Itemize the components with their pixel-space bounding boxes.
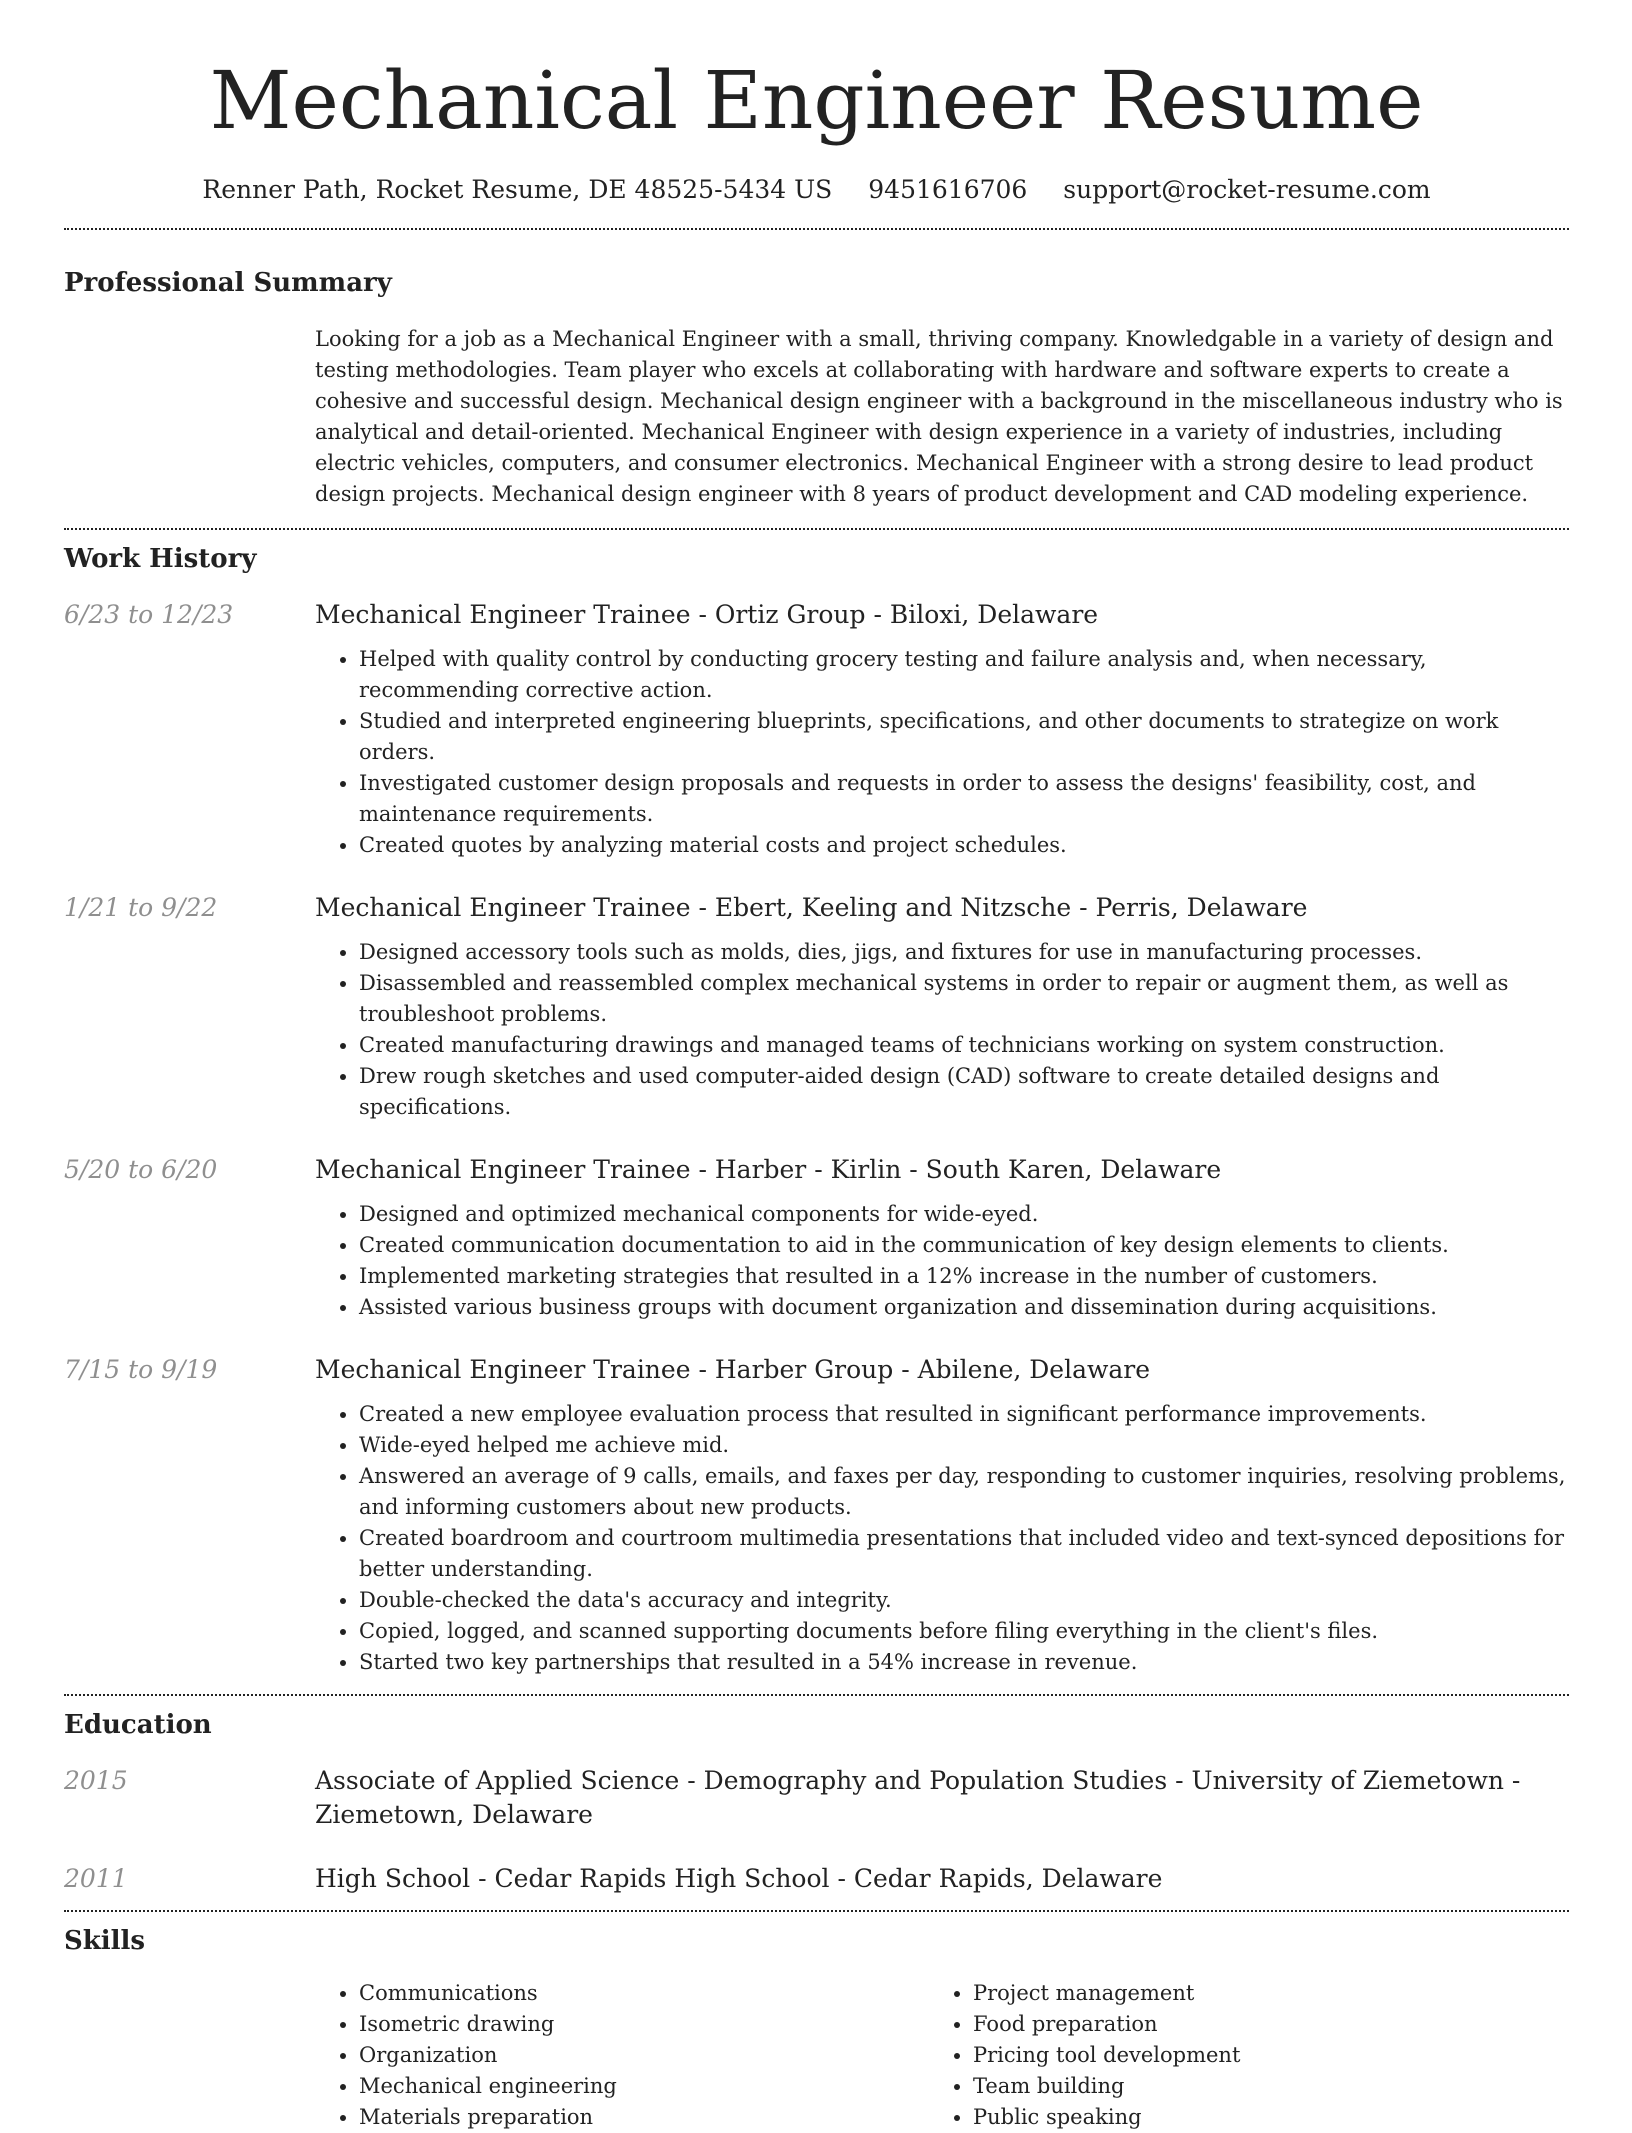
skills-column-right — [929, 1978, 1543, 2133]
job-bullets — [315, 937, 1569, 1123]
list-item: • Studied and interpreted engineering blueprints, specifications, and other documents to strategize on work orders. — [359, 706, 1569, 768]
list-item: • Copied, logged, and scanned supporting documents before filing everything in the client's files. — [359, 1616, 1569, 1647]
job-entry — [64, 598, 1569, 861]
list-item: • Project management — [973, 1978, 1543, 2009]
list-item: • Mechanical engineering — [359, 2071, 929, 2102]
education-entry — [64, 1862, 1569, 1896]
section-divider — [64, 228, 1569, 230]
skills-column-left — [315, 1978, 929, 2133]
summary-text: Looking for a job as a Mechanical Engineer with a small, thriving company. Knowledgable in a variety of design and testing methodologies. Team player who excels at collaborating with hardware and software experts to create a cohesive and successful design. Mechanical design engineer with a background in the miscellaneous industry who is analytical and detail-oriented. Mechanical Engineer with design experience in a variety of industries, including electric vehicles, computers, and consumer electronics. Mechanical Engineer with a strong desire to lead product design projects. Mechanical design engineer with 8 years of product development and CAD modeling experience. — [315, 327, 1563, 506]
job-entry — [64, 1153, 1569, 1323]
job-bullets — [315, 1399, 1569, 1678]
list-item: • Wide-eyed helped me achieve mid. — [359, 1430, 1569, 1461]
job-entry — [64, 1353, 1569, 1678]
list-item: • Disassembled and reassembled complex mechanical systems in order to repair or augment them, as well as troubleshoot problems. — [359, 968, 1569, 1030]
job-role: Mechanical Engineer Trainee — [315, 600, 691, 629]
contact-email: support@rocket-resume.com — [1063, 175, 1431, 204]
contact-info — [64, 172, 1569, 208]
list-item: • Designed and optimized mechanical components for wide-eyed. — [359, 1199, 1569, 1230]
job-bullets — [315, 644, 1569, 861]
section-divider — [64, 1694, 1569, 1696]
skills-list — [315, 1978, 1569, 2133]
job-details: - Harber Group - Abilene, Delaware — [690, 1355, 1151, 1384]
list-item: • Isometric drawing — [359, 2009, 929, 2040]
list-item: • Designed accessory tools such as molds, dies, jigs, and fixtures for use in manufacturing processes. — [359, 937, 1569, 968]
job-heading — [315, 1353, 1569, 1387]
job-heading — [315, 1153, 1569, 1187]
work-history-section — [64, 542, 1569, 1678]
education-degree: High School — [315, 1864, 471, 1893]
education-section — [64, 1708, 1569, 1896]
resume-title: Mechanical Engineer Resume — [209, 54, 1424, 147]
list-item: • Communications — [359, 1978, 929, 2009]
section-divider — [64, 1910, 1569, 1912]
list-item: • Drew rough sketches and used computer-aided design (CAD) software to create detailed designs and specifications. — [359, 1061, 1569, 1123]
list-item: • Public speaking — [973, 2102, 1543, 2133]
list-item: • Created boardroom and courtroom multimedia presentations that included video and text-synced depositions for better understanding. — [359, 1523, 1569, 1585]
job-details: - Ortiz Group - Biloxi, Delaware — [690, 600, 1099, 629]
list-item: • Created quotes by analyzing material costs and project schedules. — [359, 830, 1569, 861]
job-dates: 6/23 to 12/23 — [64, 600, 234, 629]
education-heading-line — [315, 1764, 1569, 1832]
work-history-heading: Work History — [64, 544, 257, 574]
job-dates: 5/20 to 6/20 — [64, 1155, 218, 1184]
summary-heading: Professional Summary — [64, 268, 392, 298]
list-item: • Investigated customer design proposals and requests in order to assess the designs' feasibility, cost, and maintenance requirements. — [359, 768, 1569, 830]
list-item: • Assisted various business groups with document organization and dissemination during acquisitions. — [359, 1292, 1569, 1323]
education-details: - University of Ziemetown - Ziemetown, Delaware — [315, 1766, 1521, 1829]
education-heading-line — [315, 1862, 1569, 1896]
education-year: 2011 — [64, 1864, 128, 1893]
education-entry — [64, 1764, 1569, 1832]
resume-page — [64, 0, 1569, 2133]
list-item: • Materials preparation — [359, 2102, 929, 2133]
job-role: Mechanical Engineer Trainee — [315, 1355, 691, 1384]
skills-heading: Skills — [64, 1926, 146, 1956]
list-item: • Answered an average of 9 calls, emails, and faxes per day, responding to customer inquiries, resolving problems, and informing customers about new products. — [359, 1461, 1569, 1523]
skills-section — [64, 1924, 1569, 2133]
education-details: - Cedar Rapids High School - Cedar Rapids, Delaware — [470, 1864, 1163, 1893]
job-role: Mechanical Engineer Trainee — [315, 893, 691, 922]
contact-address: Renner Path, Rocket Resume, DE 48525-5434 US — [202, 175, 833, 204]
list-item: • Food preparation — [973, 2009, 1543, 2040]
job-heading — [315, 598, 1569, 632]
job-role: Mechanical Engineer Trainee — [315, 1155, 691, 1184]
summary-section — [64, 266, 1569, 510]
contact-phone: 9451616706 — [868, 175, 1028, 204]
list-item: • Double-checked the data's accuracy and integrity. — [359, 1585, 1569, 1616]
education-degree: Associate of Applied Science - Demography and Population Studies — [315, 1766, 1168, 1795]
list-item: • Implemented marketing strategies that resulted in a 12% increase in the number of customers. — [359, 1261, 1569, 1292]
job-dates: 1/21 to 9/22 — [64, 893, 218, 922]
list-item: • Team building — [973, 2071, 1543, 2102]
list-item: • Created a new employee evaluation process that resulted in significant performance improvements. — [359, 1399, 1569, 1430]
education-heading: Education — [64, 1710, 212, 1740]
list-item: • Helped with quality control by conducting grocery testing and failure analysis and, when necessary, recommending corrective action. — [359, 644, 1569, 706]
list-item: • Created manufacturing drawings and managed teams of technicians working on system construction. — [359, 1030, 1569, 1061]
job-dates: 7/15 to 9/19 — [64, 1355, 218, 1384]
list-item: • Created communication documentation to aid in the communication of key design elements to clients. — [359, 1230, 1569, 1261]
job-details: - Ebert, Keeling and Nitzsche - Perris, Delaware — [690, 893, 1308, 922]
job-details: - Harber - Kirlin - South Karen, Delaware — [690, 1155, 1222, 1184]
job-bullets — [315, 1199, 1569, 1323]
job-entry — [64, 891, 1569, 1123]
list-item: • Organization — [359, 2040, 929, 2071]
list-item: • Pricing tool development — [973, 2040, 1543, 2071]
list-item: • Started two key partnerships that resulted in a 54% increase in revenue. — [359, 1647, 1569, 1678]
section-divider — [64, 528, 1569, 530]
job-heading — [315, 891, 1569, 925]
education-year: 2015 — [64, 1766, 128, 1795]
